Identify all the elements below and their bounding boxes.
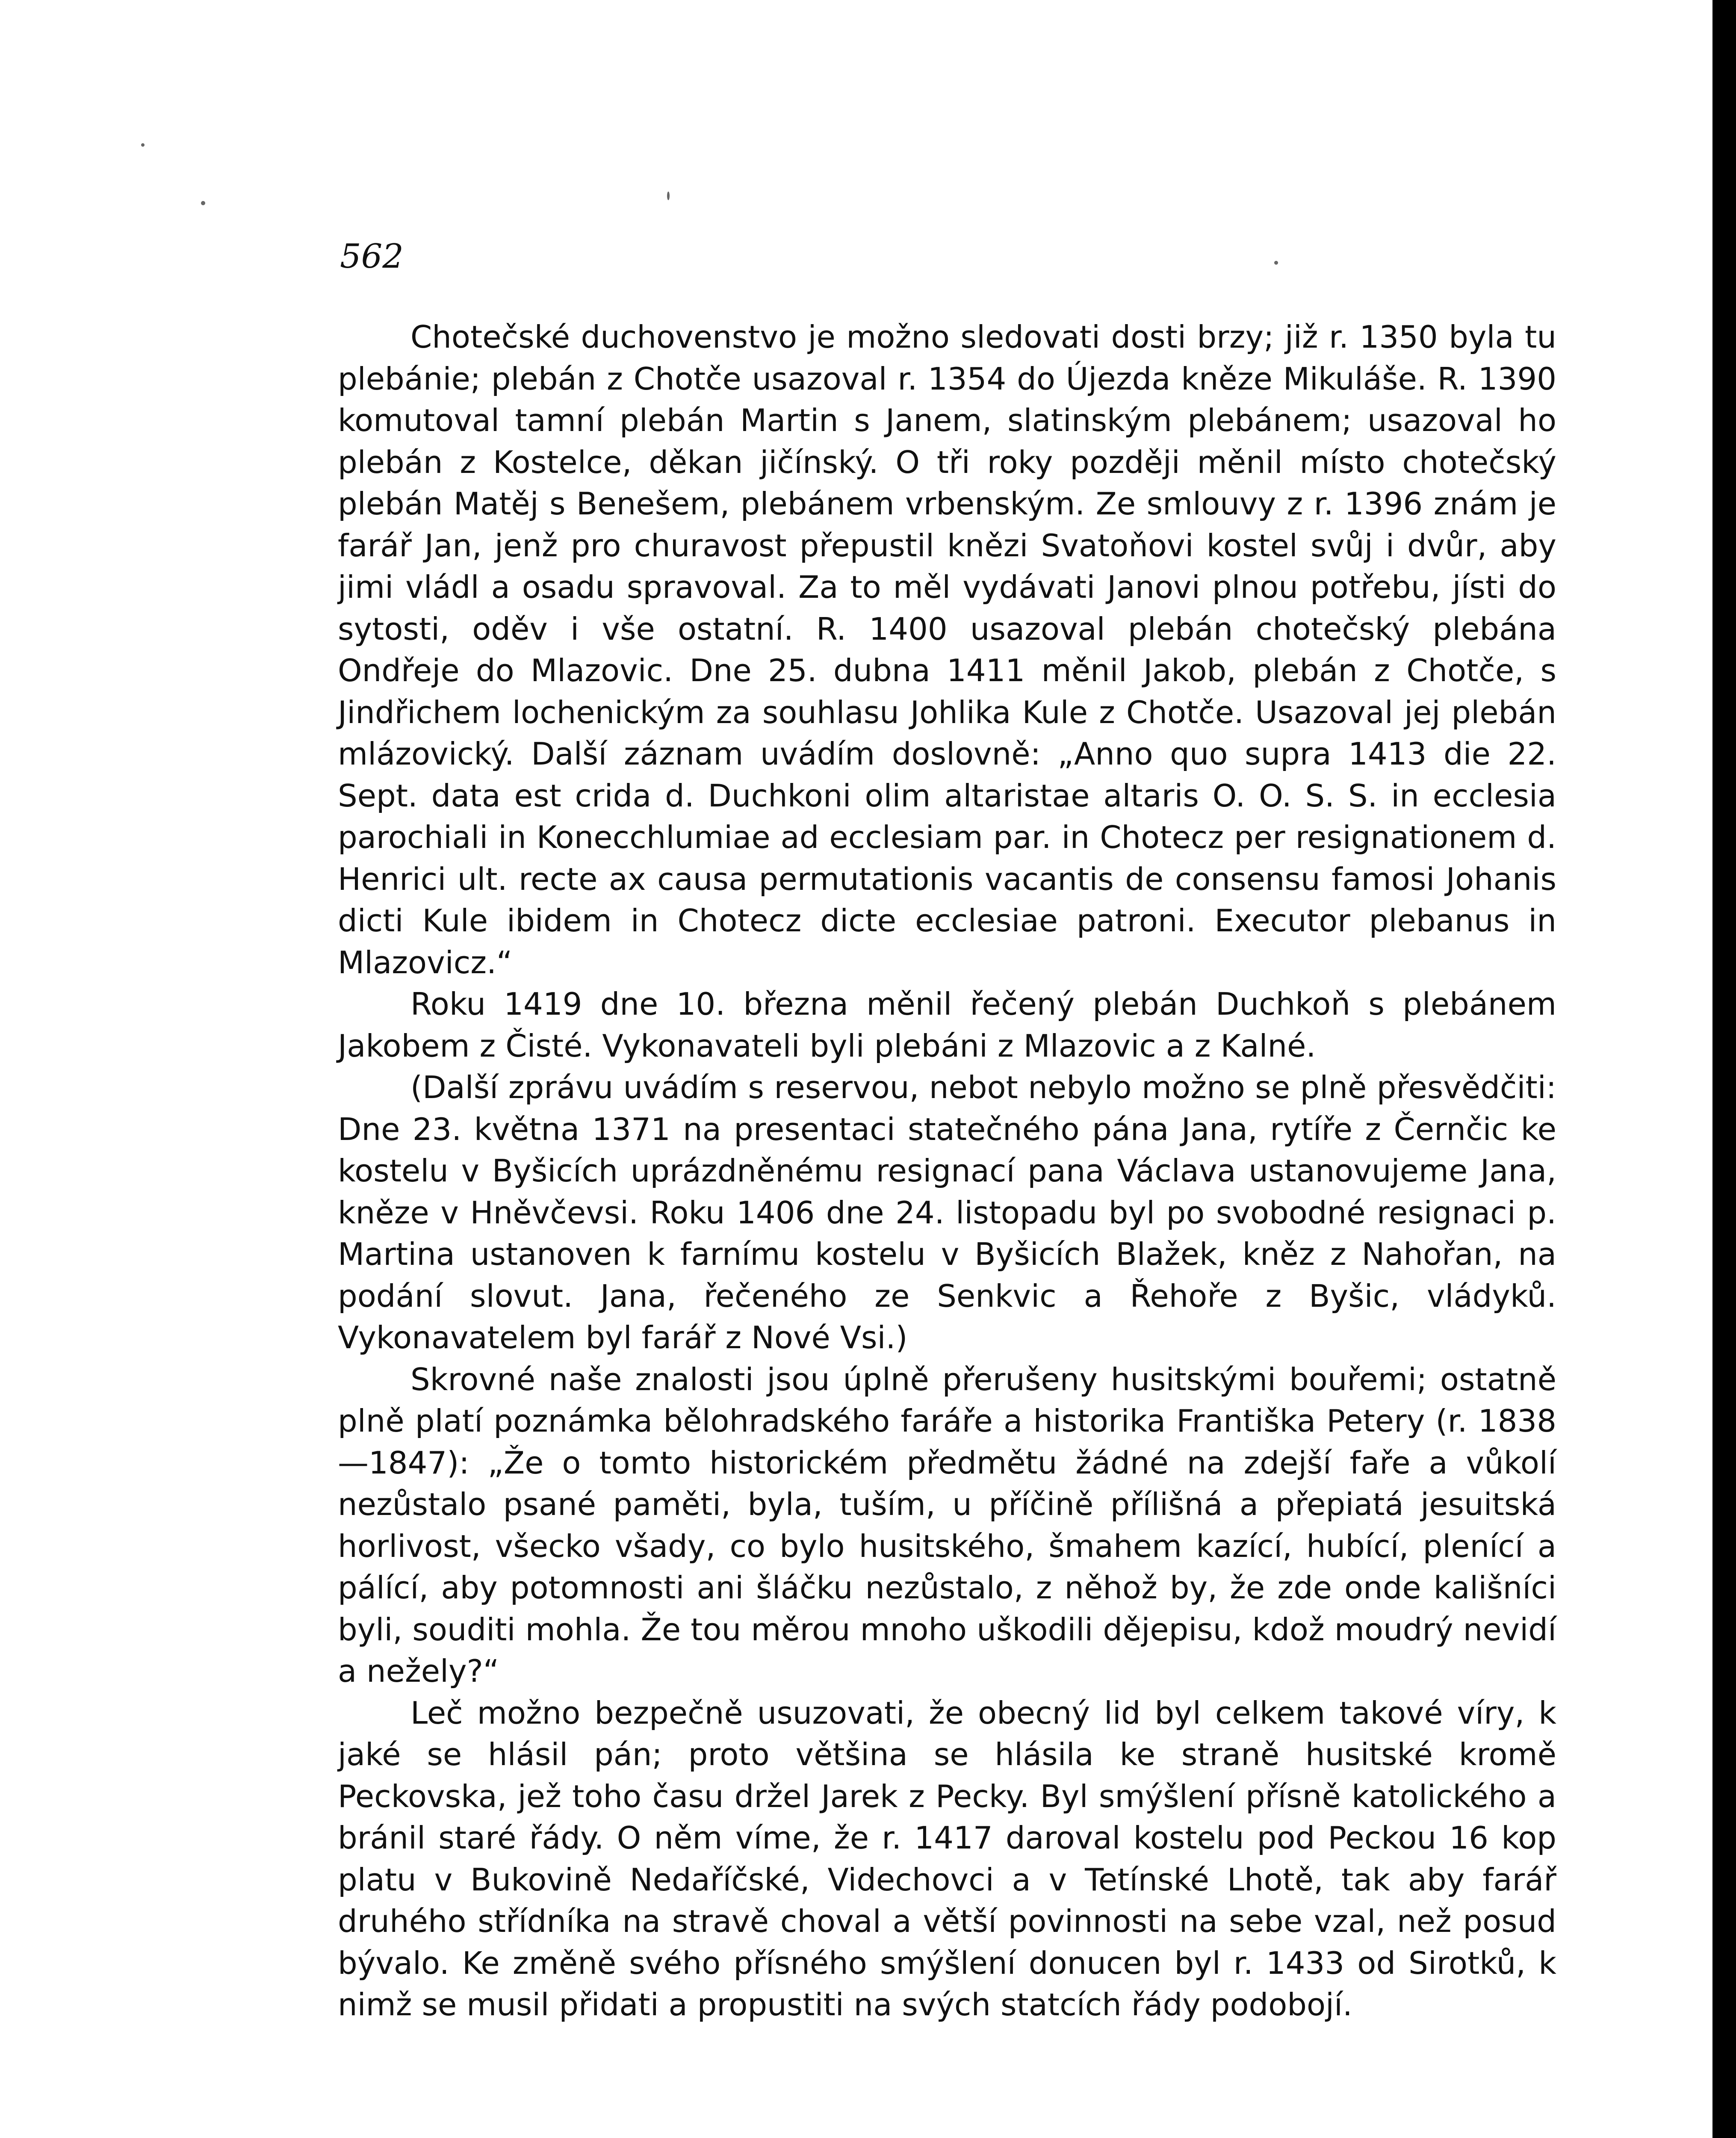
scan-speck (141, 143, 145, 147)
scan-border (1712, 0, 1736, 2138)
paragraph-4: Skrovné naše znalosti jsou úplně přerušeny husitskými bouřemi; ostatně plně platí poznámka bělohradského faráře a historika Františka Petery (r. 1838—1847): „Že o tomto historickém předmětu žádné na zdejší faře a vůkolí nezůstalo psané paměti, byla, tuším, u příčině přílišná a přepiatá jesuitská horlivost, všecko všady, co bylo husitského, šmahem kazící, hubící, plenící a pálící, aby potomnosti ani šláčku nezůstalo, z něhož by, že zde onde kališníci byli, souditi mohla. Že tou měrou mnoho uškodili dějepisu, kdož moudrý nevidí a nežely?“ (338, 1361, 1556, 1689)
paragraph-2: Roku 1419 dne 10. března měnil řečený plebán Duchkoň s plebánem Jakobem z Čisté. Vykonavateli byli plebáni z Mlazovic a z Kalné. (338, 986, 1556, 1064)
scan-speck (201, 201, 205, 205)
paragraph-5: Leč možno bezpečně usuzovati, že obecný lid byl celkem takové víry, k jaké se hlásil pán; proto většina se hlásila ke straně husitské kromě Peckovska, jež toho času držel Jarek z Pecky. Byl smýšlení přísně katolického a bránil staré řády. O něm víme, že r. 1417 daroval kostelu pod Peckou 16 kop platu v Bukovině Nedaříčské, Videchovci a v Tetínské Lhotě, tak aby farář druhého střídníka na stravě choval a větší povinnosti na sebe vzal, než posud bývalo. Ke změně svého přísného smýšlení donucen byl r. 1433 od Sirotků, k nimž se musil přidati a propustiti na svých statcích řády podobojí. (338, 1695, 1556, 2023)
scan-speck (1274, 261, 1278, 265)
paragraph-1: Chotečské duchovenstvo je možno sledovati dosti brzy; již r. 1350 byla tu plebánie; plebán z Chotče usazoval r. 1354 do Újezda kněze Mikuláše. R. 1390 komutoval tamní plebán Martin s Janem, slatinským plebánem; usazoval ho plebán z Kostelce, děkan jičínský. O tři roky později měnil místo chotečský plebán Matěj s Benešem, plebánem vrbenským. Ze smlouvy z r. 1396 znám je farář Jan, jenž pro churavost přepustil knězi Svatoňovi kostel svůj i dvůr, aby jimi vládl a osadu spravoval. Za to měl vydávati Janovi plnou potřebu, jísti do sytosti, oděv i vše ostatní. R. 1400 usazoval plebán chotečský plebána Ondřeje do Mlazovic. Dne 25. dubna 1411 měnil Jakob, plebán z Chotče, s Jindřichem lochenickým za souhlasu Johlika Kule z Chotče. Usazoval jej plebán mlázovický. Další záznam uvádím doslovně: „Anno quo supra 1413 die 22. Sept. data est crida d. Duchkoni olim altaristae altaris O. O. S. S. in ecclesia parochiali in Konecchlumiae ad ecclesiam par. in Chotecz per resignationem d. Henrici ult. recte ax causa permutationis vacantis de consensu famosi Johanis dicti Kule ibidem in Chotecz dicte ecclesiae patroni. Executor plebanus in Mlazovicz.“ (338, 319, 1556, 980)
scan-speck (667, 192, 670, 200)
body-text (338, 316, 1556, 2026)
page-number: 562 (340, 237, 404, 276)
paragraph-3: (Další zprávu uvádím s reservou, nebot nebylo možno se plně přesvědčiti: Dne 23. května 1371 na presentaci statečného pána Jana, rytíře z Černčic ke kostelu v Byšicích uprázdněnému resignací pana Václava ustanovujeme Jana, kněze v Hněvčevsi. Roku 1406 dne 24. listopadu byl po svobodné resignaci p. Martina ustanoven k farnímu kostelu v Byšicích Blažek, kněz z Nahořan, na podání slovut. Jana, řečeného ze Senkvic a Řehoře z Byšic, vládyků. Vykonavatelem byl farář z Nové Vsi.) (338, 1069, 1556, 1355)
